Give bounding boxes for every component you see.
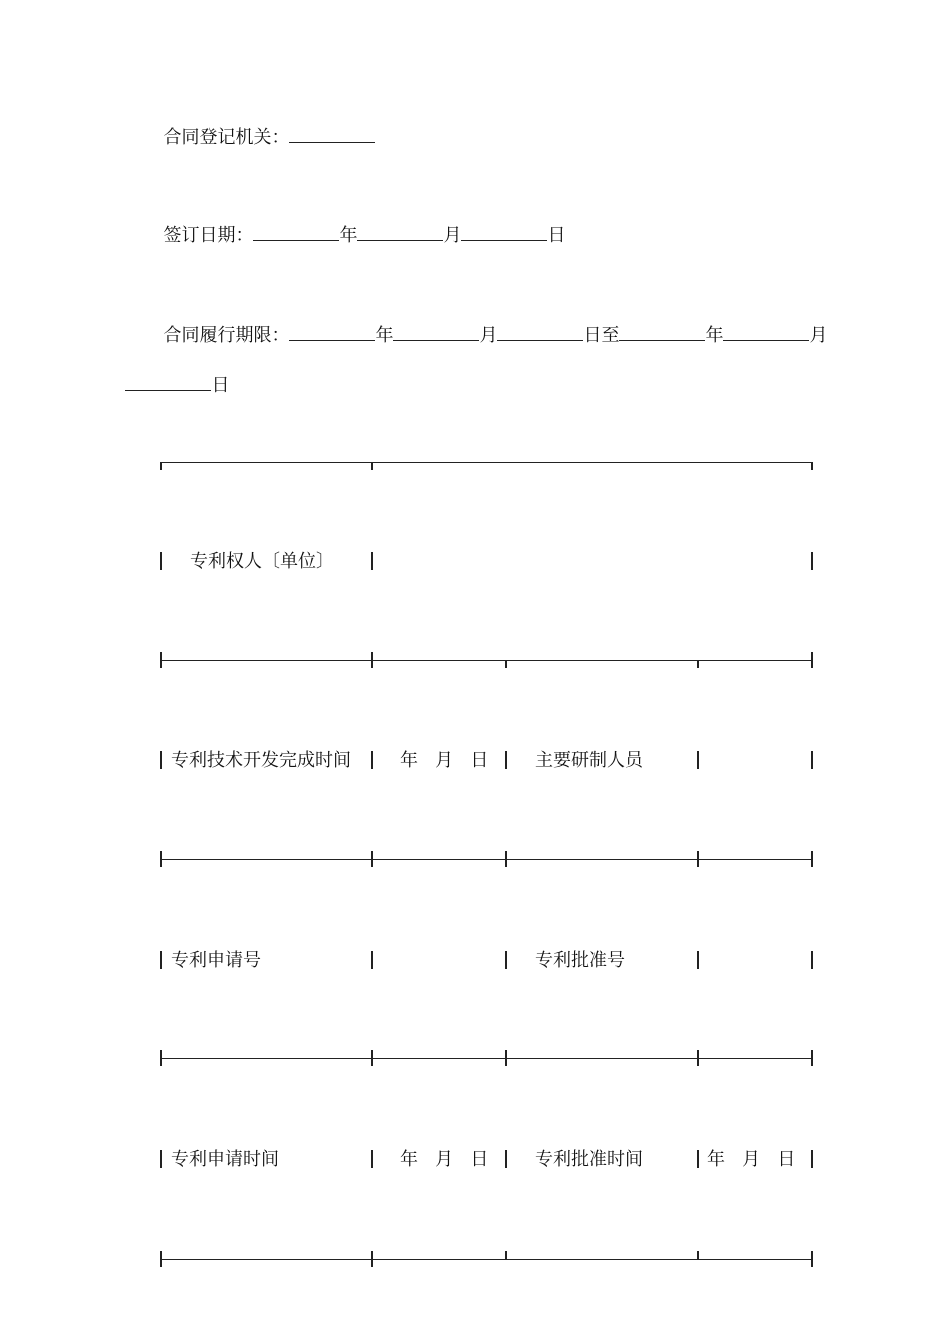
- start-day-to-unit: 日至: [583, 325, 620, 346]
- table-bottom-border: [161, 1259, 812, 1260]
- application-number-label: 专利申请号: [171, 950, 261, 971]
- application-date[interactable]: 年 月 日: [400, 1149, 489, 1170]
- table-vline: [505, 1150, 507, 1168]
- end-year-blank[interactable]: [619, 324, 705, 341]
- tick: [811, 851, 813, 867]
- registration-blank[interactable]: [289, 126, 375, 143]
- tick: [160, 652, 162, 668]
- tick: [160, 1050, 162, 1066]
- start-year-blank[interactable]: [289, 324, 375, 341]
- approval-time-label: 专利批准时间: [535, 1149, 643, 1170]
- table-vline: [505, 751, 507, 769]
- tick: [697, 660, 699, 668]
- tick: [371, 462, 373, 470]
- table-vline: [811, 1150, 813, 1168]
- table-vline: [811, 552, 813, 570]
- signing-day-blank[interactable]: [461, 224, 547, 241]
- start-day-blank[interactable]: [497, 324, 583, 341]
- application-time-label: 专利申请时间: [171, 1149, 279, 1170]
- tick: [160, 462, 162, 470]
- table-vline: [811, 751, 813, 769]
- patentee-value[interactable]: [380, 551, 805, 573]
- end-month-blank[interactable]: [723, 324, 809, 341]
- approval-number-value[interactable]: [705, 950, 805, 972]
- table-row-separator: [161, 859, 812, 860]
- tick: [811, 652, 813, 668]
- performance-period-label: 合同履行期限：: [163, 325, 290, 346]
- table-vline: [371, 951, 373, 969]
- performance-period-line: [152, 302, 827, 347]
- approval-date[interactable]: 年 月 日: [707, 1149, 796, 1170]
- table-vline: [505, 951, 507, 969]
- registration-label: 合同登记机关：: [163, 127, 290, 148]
- approval-number-label: 专利批准号: [535, 950, 625, 971]
- tick: [505, 1251, 507, 1259]
- main-developers-label: 主要研制人员: [535, 750, 643, 771]
- table-vline: [371, 552, 373, 570]
- end-year-unit: 年: [705, 325, 724, 346]
- tick: [371, 1251, 373, 1267]
- tick: [697, 1050, 699, 1066]
- table-vline: [371, 751, 373, 769]
- table-vline: [697, 751, 699, 769]
- dev-completion-time-label: 专利技术开发完成时间: [171, 750, 351, 771]
- start-year-unit: 年: [375, 325, 394, 346]
- main-developers-value[interactable]: [705, 750, 805, 772]
- end-day-blank[interactable]: [125, 374, 211, 391]
- signing-year-unit: 年: [339, 225, 358, 246]
- table-vline: [697, 951, 699, 969]
- end-day-unit: 日: [211, 375, 230, 396]
- tick: [811, 1050, 813, 1066]
- tick: [697, 851, 699, 867]
- tick: [160, 851, 162, 867]
- tick: [371, 652, 373, 668]
- table-vline: [160, 951, 162, 969]
- table-vline: [160, 1150, 162, 1168]
- table-vline: [371, 1150, 373, 1168]
- tick: [505, 1050, 507, 1066]
- application-number-value[interactable]: [380, 950, 500, 972]
- signing-date-line: [152, 202, 565, 247]
- table-top-border: [161, 462, 812, 463]
- tick: [371, 851, 373, 867]
- patentee-label: 专利权人〔单位〕: [190, 551, 334, 572]
- tick: [811, 1251, 813, 1267]
- tick: [697, 1251, 699, 1259]
- table-vline: [160, 751, 162, 769]
- signing-year-blank[interactable]: [253, 224, 339, 241]
- end-month-unit: 月: [809, 325, 828, 346]
- tick: [505, 660, 507, 668]
- table-row-separator: [161, 660, 812, 661]
- signing-month-blank[interactable]: [357, 224, 443, 241]
- signing-month-unit: 月: [443, 225, 462, 246]
- performance-period-line-2: [114, 352, 229, 397]
- table-vline: [160, 552, 162, 570]
- tick: [160, 1251, 162, 1267]
- tick: [505, 851, 507, 867]
- signing-date-label: 签订日期：: [163, 225, 254, 246]
- start-month-unit: 月: [479, 325, 498, 346]
- tick: [811, 462, 813, 470]
- table-vline: [697, 1150, 699, 1168]
- tick: [371, 1050, 373, 1066]
- signing-day-unit: 日: [547, 225, 566, 246]
- table-row-separator: [161, 1058, 812, 1059]
- dev-completion-date[interactable]: 年 月 日: [400, 750, 489, 771]
- start-month-blank[interactable]: [393, 324, 479, 341]
- table-vline: [811, 951, 813, 969]
- registration-line: [152, 104, 375, 149]
